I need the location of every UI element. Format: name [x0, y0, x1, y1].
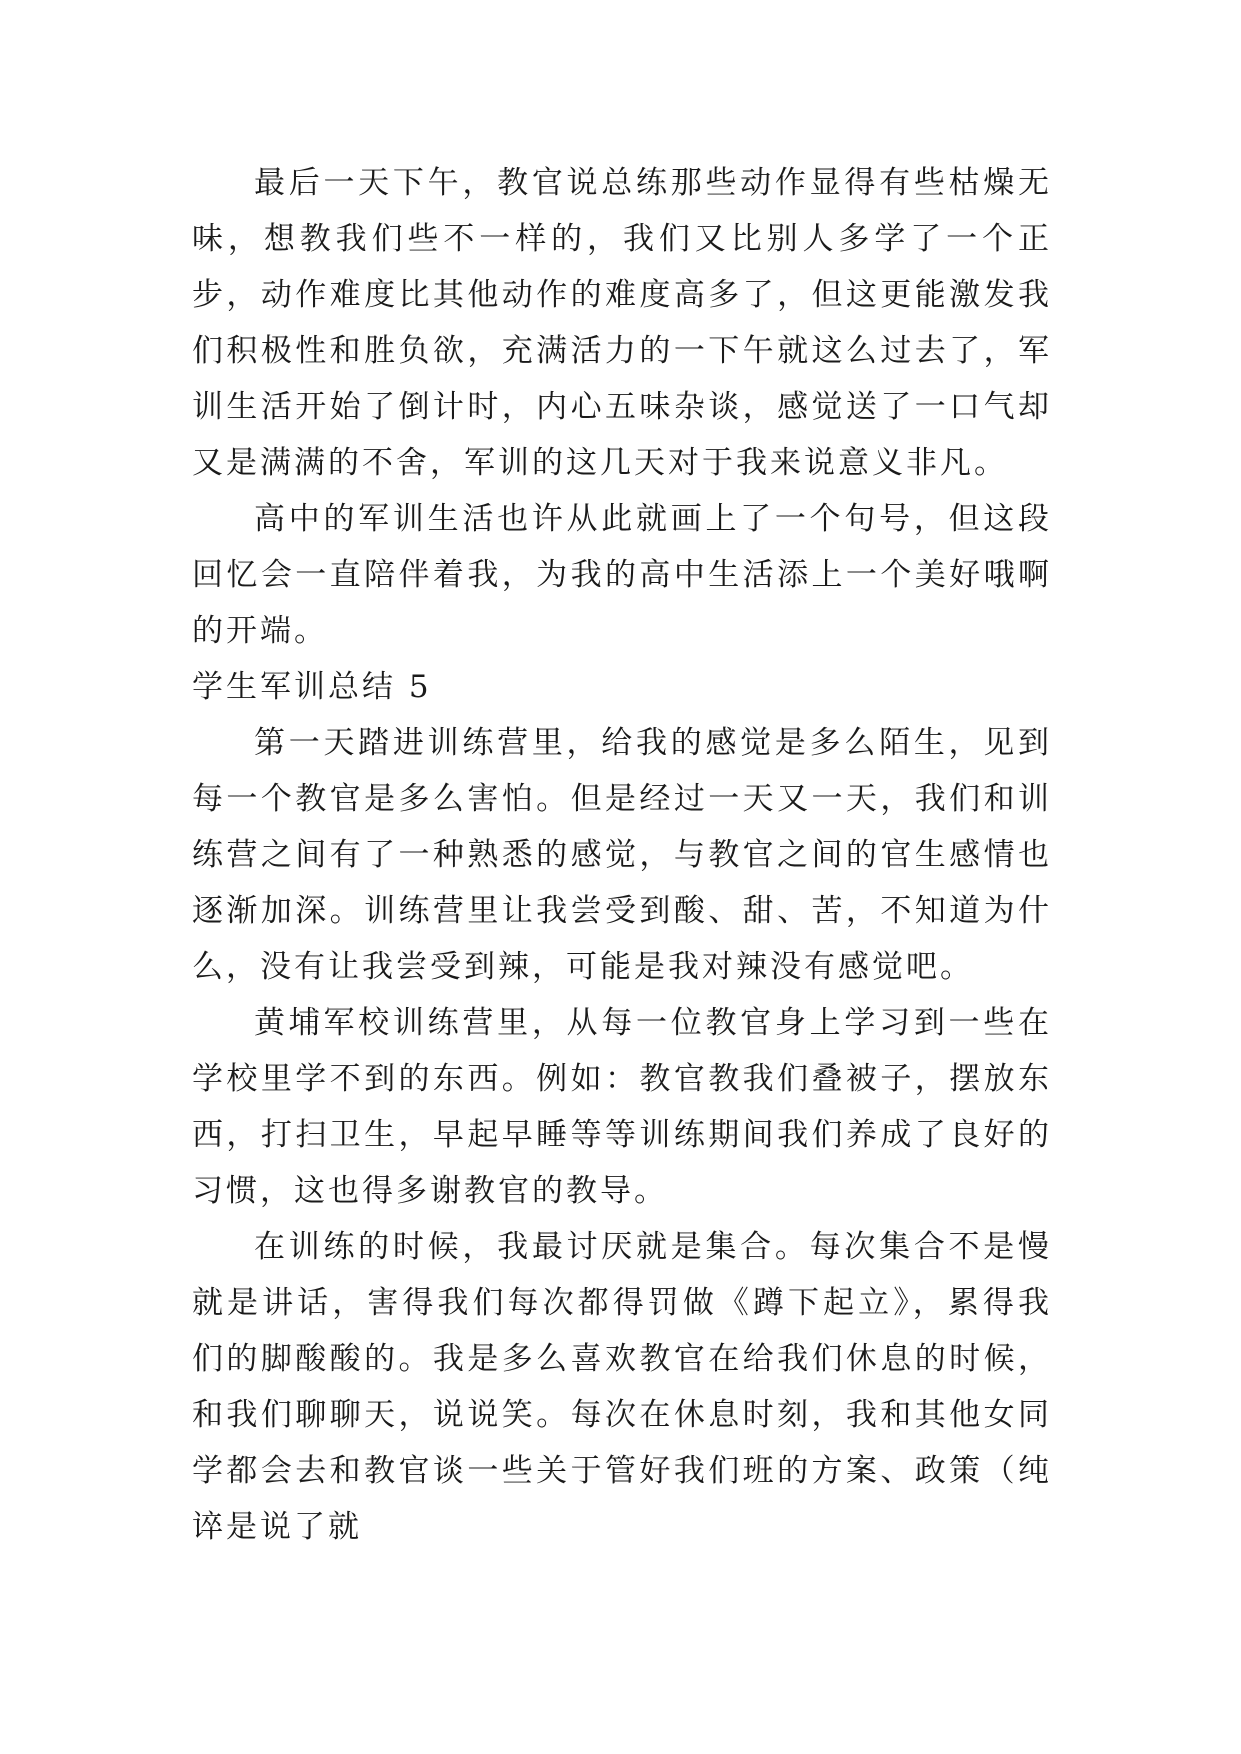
paragraph-assembly: 在训练的时候，我最讨厌就是集合。每次集合不是慢就是讲话，害得我们每次都得罚做《蹲下起立》，累得我们的脚酸酸的。我是多么喜欢教官在给我们休息的时候，和我们聊聊天，说说笑。每次在休息时刻，我和其他女同学都会去和教官谈一些关于管好我们班的方案、政策（纯谇是说了就	[192, 1229, 1052, 1545]
paragraph-final-afternoon: 最后一天下午，教官说总练那些动作显得有些枯燥无味，想教我们些不一样的，我们又比别人多学了一个正步，动作难度比其他动作的难度高多了，但这更能激发我们积极性和胜负欲，充满活力的一下午就这么过去了，军训生活开始了倒计时，内心五味杂谈，感觉送了一口气却又是满满的不舍，军训的这几天对于我来说意义非凡。	[192, 165, 1052, 481]
section-heading: 学生军训总结 5	[192, 669, 432, 705]
paragraph-huangpu-camp: 黄埔军校训练营里，从每一位教官身上学习到一些在学校里学不到的东西。例如：教官教我们叠被子，摆放东西，打扫卫生，早起早睡等等训练期间我们养成了良好的习惯，这也得多谢教官的教导。	[192, 1005, 1052, 1209]
paragraph-first-day: 第一天踏进训练营里，给我的感觉是多么陌生，见到每一个教官是多么害怕。但是经过一天又一天，我们和训练营之间有了一种熟悉的感觉，与教官之间的官生感情也逐渐加深。训练营里让我尝受到酸、甜、苦，不知道为什么，没有让我尝受到辣，可能是我对辣没有感觉吧。	[192, 725, 1052, 985]
document-body	[192, 155, 1052, 1555]
paragraph-high-school-memory: 高中的军训生活也许从此就画上了一个句号，但这段回忆会一直陪伴着我，为我的高中生活添上一个美好哦啊的开端。	[192, 501, 1052, 649]
